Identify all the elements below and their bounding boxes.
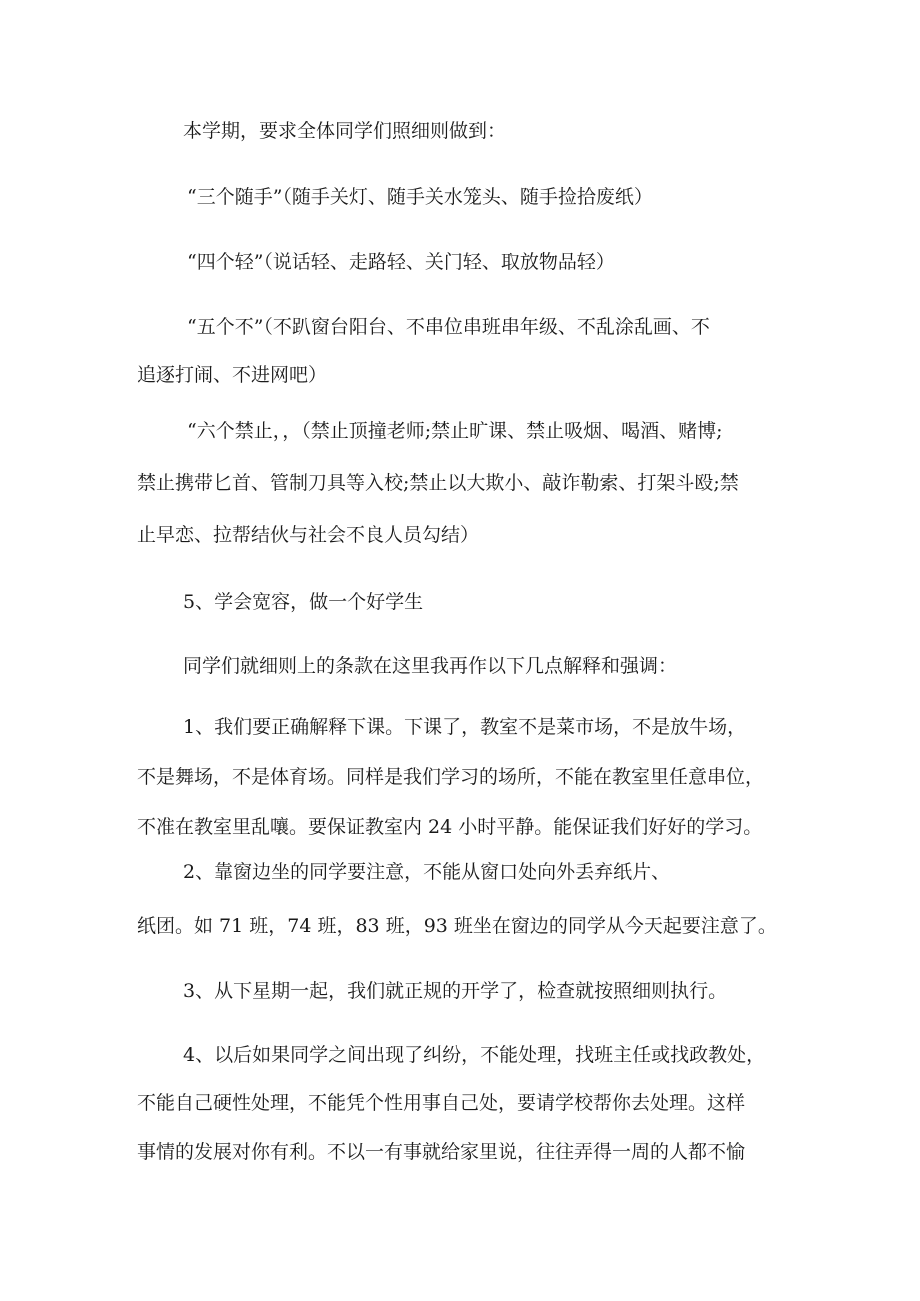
text-line: “四个轻”（说话轻、走路轻、关门轻、取放物品轻） bbox=[187, 251, 615, 273]
text-line: 止早恋、拉帮结伙与社会不良人员勾结） bbox=[137, 524, 480, 546]
text-line: 同学们就细则上的条款在这里我再作以下几点解释和强调： bbox=[183, 655, 678, 677]
text-line: 事情的发展对你有利。不以一有事就给家里说，往往弄得一周的人都不愉 bbox=[137, 1141, 746, 1163]
text-line: 4、以后如果同学之间出现了纠纷，不能处理，找班主任或找政教处， bbox=[183, 1044, 766, 1066]
text-line: 纸团。如 71 班，74 班，83 班，93 班坐在窗边的同学从今天起要注意了。 bbox=[137, 915, 777, 937]
text-line: 不准在教室里乱嚷。要保证教室内 24 小时平静。能保证我们好好的学习。 bbox=[137, 816, 763, 838]
text-line: 5、学会宽容，做一个好学生 bbox=[183, 591, 424, 613]
text-line: 1、我们要正确解释下课。下课了，教室不是菜市场，不是放牛场， bbox=[183, 716, 747, 738]
text-line: 追逐打闹、不进网吧） bbox=[137, 364, 328, 386]
text-line: 不是舞场，不是体育场。同样是我们学习的场所，不能在教室里任意串位， bbox=[137, 766, 765, 788]
text-line: 禁止携带匕首、管制刀具等入校;禁止以大欺小、敲诈勒索、打架斗殴;禁 bbox=[137, 472, 739, 494]
text-line: 本学期，要求全体同学们照细则做到： bbox=[183, 120, 507, 142]
text-line: “六个禁止，，（禁止顶撞老师;禁止旷课、禁止吸烟、喝酒、赌博; bbox=[187, 420, 723, 442]
text-line: 不能自己硬性处理，不能凭个性用事自己处，要请学校帮你去处理。这样 bbox=[137, 1092, 746, 1114]
text-line: 2、靠窗边坐的同学要注意，不能从窗口处向外丢弃纸片、 bbox=[183, 861, 671, 883]
text-line: 3、从下星期一起，我们就正规的开学了，检查就按照细则执行。 bbox=[183, 980, 728, 1002]
text-line: “三个随手”（随手关灯、随手关水笼头、随手捡拾废纸） bbox=[187, 186, 653, 208]
text-line: “五个不”（不趴窗台阳台、不串位串班串年级、不乱涂乱画、不 bbox=[187, 316, 710, 338]
